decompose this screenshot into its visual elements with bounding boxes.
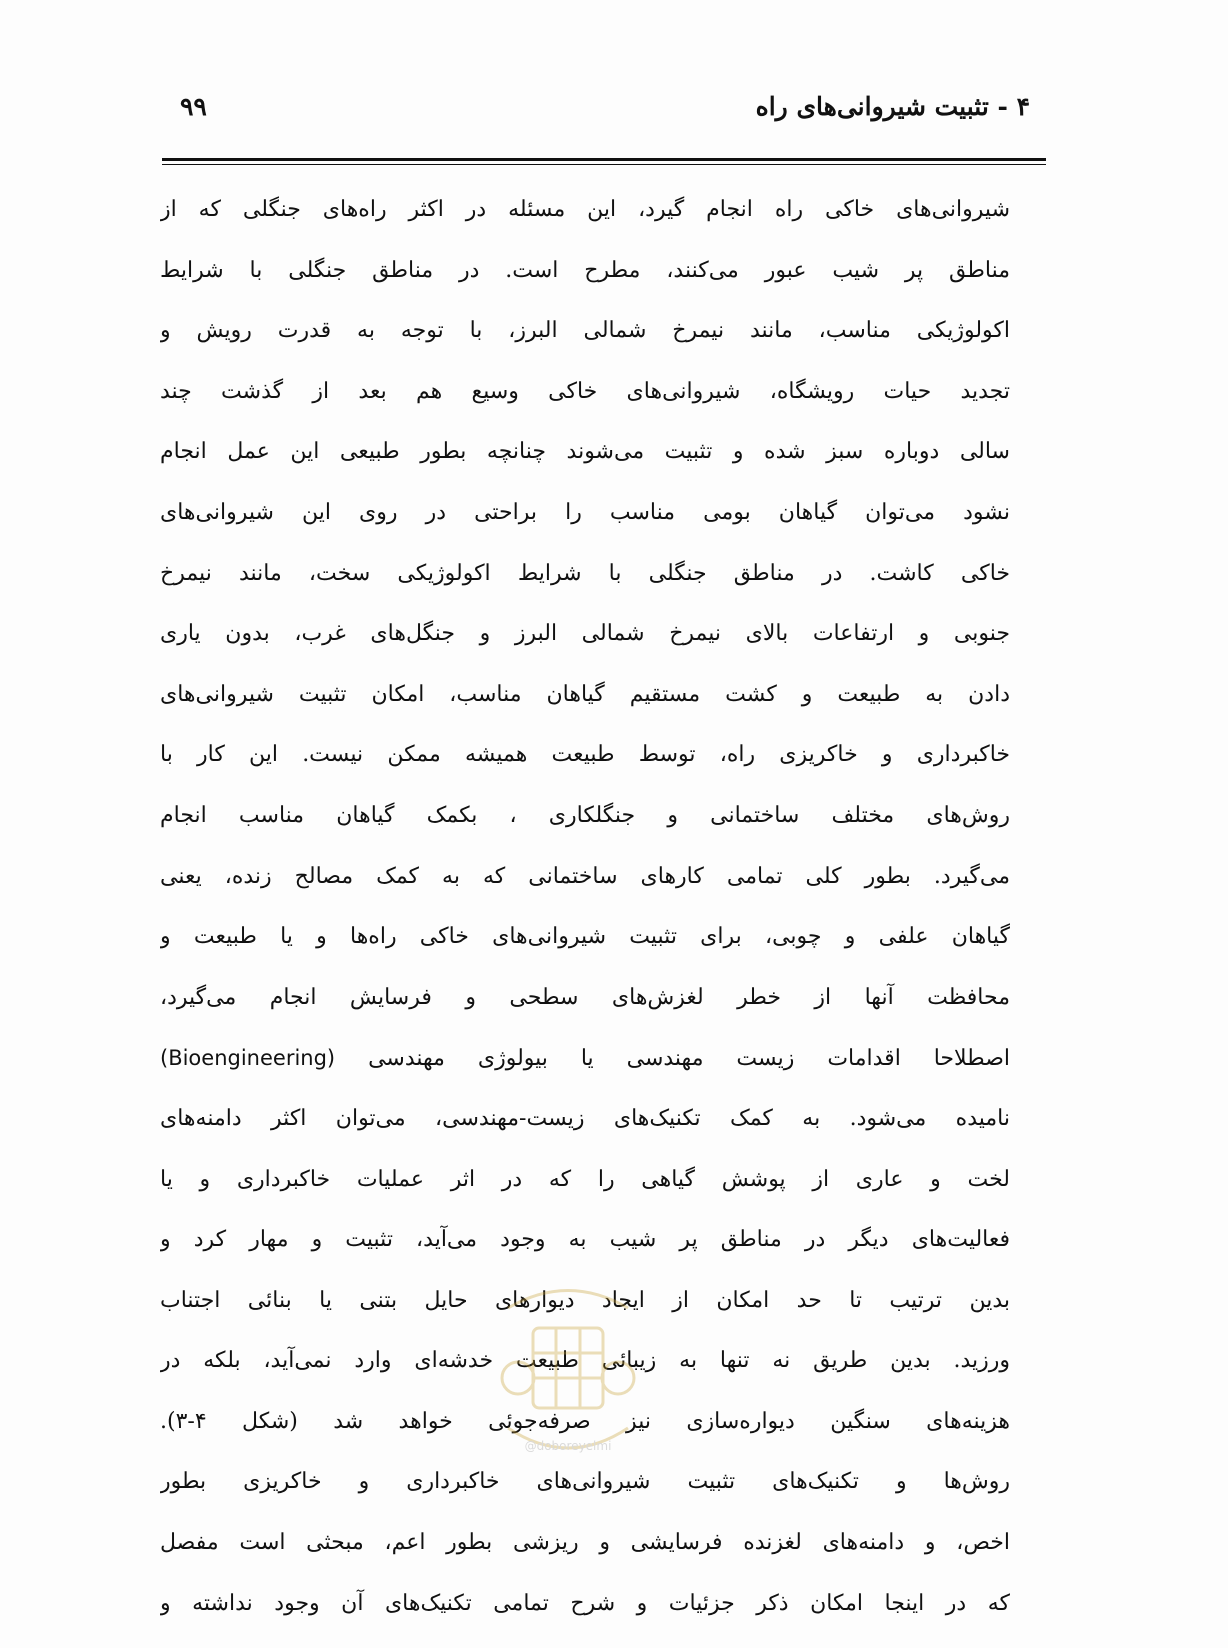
text-line: اخص، و دامنه‌های لغزنده فرسایشی و ریزشی بطور اعم، مبحثی است مفصل xyxy=(160,1530,1010,1556)
text-line: نشود می‌توان گیاهان بومی مناسب را براحتی در روی این شیروانی‌های xyxy=(160,499,1010,525)
text-line: ورزید. بدین طریق نه تنها به زیبائی طبیعت خدشه‌ای وارد نمی‌آید، بلکه در xyxy=(160,1348,1010,1374)
header-rule-thick xyxy=(162,158,1046,161)
text-line: بدین ترتیب تا حد امکان از ایجاد دیوارهای حایل بتنی یا بنائی اجتناب xyxy=(160,1287,1010,1313)
text-line: محافظت آنها از خطر لغزش‌های سطحی و فرسایش انجام می‌گیرد، xyxy=(160,984,1010,1010)
watermark-handle: @doboreyelmi xyxy=(524,1439,612,1453)
text-line: جنوبی و ارتفاعات بالای نیمرخ شمالی البرز و جنگل‌های غرب، بدون یاری xyxy=(160,621,1010,647)
text-line: هزینه‌های سنگین دیواره‌سازی نیز صرفه‌جوئی خواهد شد (شکل ۴-۳). xyxy=(160,1408,1010,1434)
text-line-fragment: اصطلاحا اقدامات زیست مهندسی یا بیولوژی مهندسی xyxy=(368,1046,1010,1072)
text-line: گیاهان علفی و چوبی، برای تثبیت شیروانی‌های خاکی راه‌ها و یا طبیعت و xyxy=(160,924,1010,950)
text-line: روش‌های مختلف ساختمانی و جنگلکاری ، بکمک گیاهان مناسب انجام xyxy=(160,802,1010,828)
watermark-seal xyxy=(478,1268,658,1488)
text-line: خاکی کاشت. در مناطق جنگلی با شرایط اکولوژیکی سخت، مانند نیمرخ xyxy=(160,560,1010,586)
text-line: خاکبرداری و خاکریزی راه، توسط طبیعت همیشه ممکن نیست. این کار با xyxy=(160,742,1010,768)
text-line: لخت و عاری از پوشش گیاهی را که در اثر عملیات خاکبرداری و یا xyxy=(160,1166,1010,1192)
page-header xyxy=(160,92,1030,132)
text-line: می‌گیرد. بطور کلی تمامی کارهای ساختمانی که به کمک مصالح زنده، یعنی xyxy=(160,863,1010,889)
page-number: ۹۹ xyxy=(180,92,207,121)
latin-term: (Bioengineering) xyxy=(160,1046,336,1071)
text-line: اکولوژیکی مناسب، مانند نیمرخ شمالی البرز، با توجه به قدرت رویش و xyxy=(160,318,1010,344)
header-rule-thin xyxy=(162,164,1046,165)
chapter-title: ۴ - تثبیت شیروانی‌های راه xyxy=(755,92,1030,121)
text-line: که در اینجا امکان ذکر جزئیات و شرح تمامی تکنیک‌های آن وجود نداشته و xyxy=(160,1590,1010,1616)
text-line: سالی دوباره سبز شده و تثبیت می‌شوند چنانچه بطور طبیعی این عمل انجام xyxy=(160,439,1010,465)
text-line: مناطق پر شیب عبور می‌کنند، مطرح است. در مناطق جنگلی با شرایط xyxy=(160,257,1010,283)
text-line: فعالیت‌های دیگر در مناطق پر شیب به وجود می‌آید، تثبیت و مهار کرد و xyxy=(160,1227,1010,1253)
text-line: روش‌ها و تکنیک‌های تثبیت شیروانی‌های خاکبرداری و خاکریزی بطور xyxy=(160,1469,1010,1495)
text-line: دادن به طبیعت و کشت مستقیم گیاهان مناسب، امکان تثبیت شیروانی‌های xyxy=(160,681,1010,707)
text-line: شیروانی‌های خاکی راه انجام گیرد، این مسئله در اکثر راه‌های جنگلی که از xyxy=(160,197,1010,222)
text-line: تجدید حیات رویشگاه، شیروانی‌های خاکی وسیع هم بعد از گذشت چند xyxy=(160,378,1010,404)
text-line-with-latin xyxy=(160,1028,1010,1089)
text-line: نامیده می‌شود. به کمک تکنیک‌های زیست-مهندسی، می‌توان اکثر دامنه‌های xyxy=(160,1105,1010,1131)
